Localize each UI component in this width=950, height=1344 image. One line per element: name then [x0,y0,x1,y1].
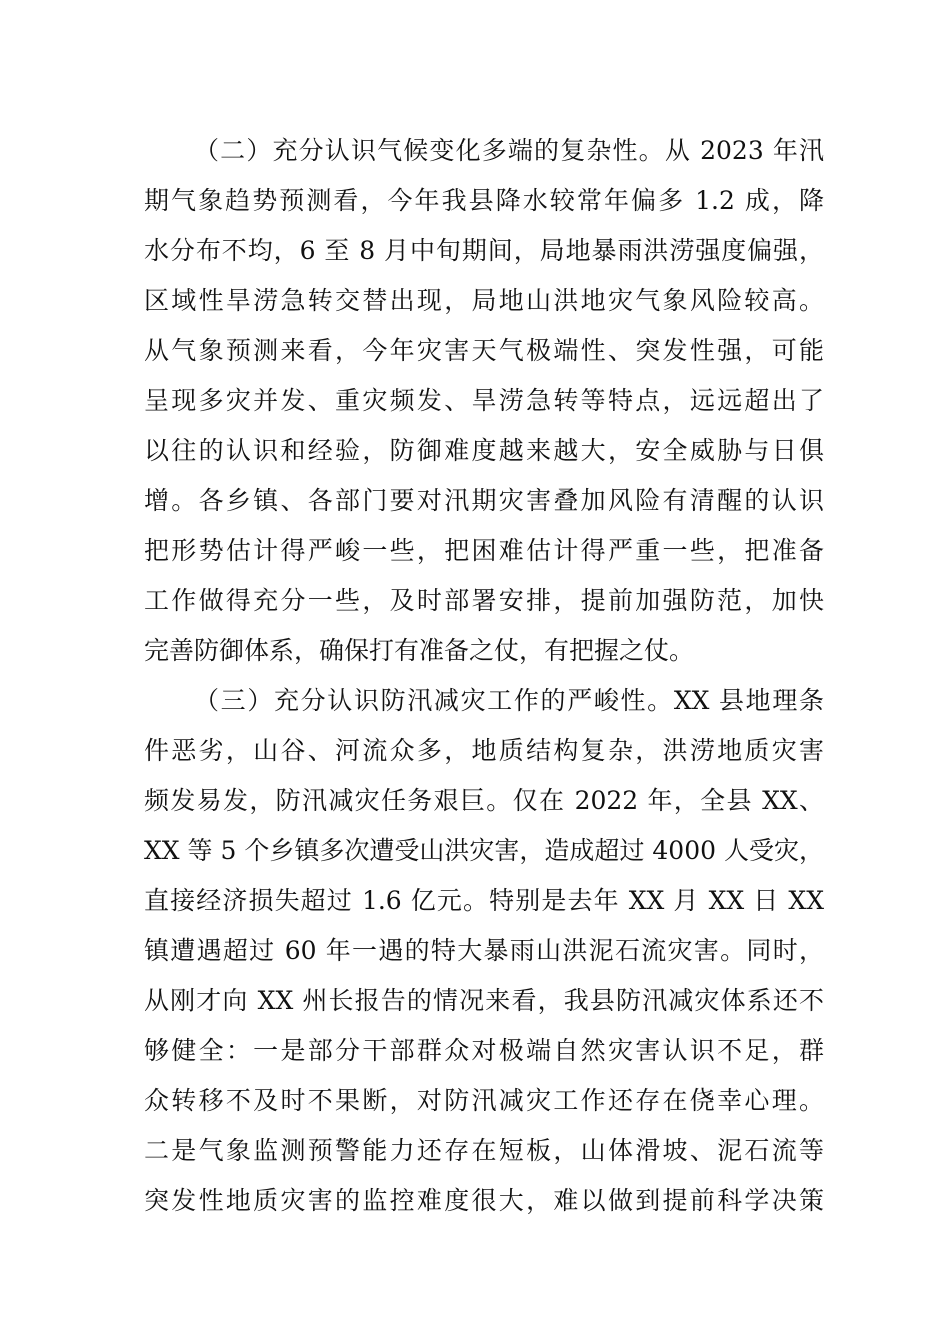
text-line: 件恶劣，山谷、河流众多，地质结构复杂，洪涝地质灾害 [144,736,824,765]
text-line: 呈现多灾并发、重灾频发、旱涝急转等特点，远远超出了 [144,386,824,415]
text-line: 工作做得充分一些，及时部署安排，提前加强防范，加快 [144,586,824,615]
text-line: 二是气象监测预警能力还存在短板，山体滑坡、泥石流等 [144,1136,824,1165]
paragraph-3 [144,676,824,1226]
text-line: 把形势估计得严峻一些，把困难估计得严重一些，把准备 [144,536,824,565]
text-line: （三）充分认识防汛减灾工作的严峻性。XX 县地理条 [194,686,824,715]
text-line: 从刚才向 XX 州长报告的情况来看，我县防汛减灾体系还不 [144,986,824,1015]
document-body [144,126,824,1226]
text-line: 从气象预测来看，今年灾害天气极端性、突发性强，可能 [144,336,824,365]
text-line: 水分布不均，6 至 8 月中旬期间，局地暴雨洪涝强度偏强， [144,236,824,265]
text-line: 突发性地质灾害的监控难度很大，难以做到提前科学决策 [144,1186,824,1215]
text-line: 期气象趋势预测看，今年我县降水较常年偏多 1.2 成，降 [144,186,824,215]
text-line: （二）充分认识气候变化多端的复杂性。从 2023 年汛 [194,136,824,165]
text-line: 区域性旱涝急转交替出现，局地山洪地灾气象风险较高。 [144,286,824,315]
text-line: 众转移不及时不果断，对防汛减灾工作还存在侥幸心理。 [144,1086,824,1115]
text-line: XX 等 5 个乡镇多次遭受山洪灾害，造成超过 4000 人受灾， [144,836,824,865]
text-line: 直接经济损失超过 1.6 亿元。特别是去年 XX 月 XX 日 XX [144,886,824,915]
text-line: 以往的认识和经验，防御难度越来越大，安全威胁与日俱 [144,436,824,465]
paragraph-2 [144,126,824,676]
text-line: 完善防御体系，确保打有准备之仗，有把握之仗。 [144,636,695,665]
text-line: 镇遭遇超过 60 年一遇的特大暴雨山洪泥石流灾害。同时， [144,936,824,965]
text-line: 够健全：一是部分干部群众对极端自然灾害认识不足，群 [144,1036,824,1065]
text-line: 频发易发，防汛减灾任务艰巨。仅在 2022 年，全县 XX、 [144,786,824,815]
text-line: 增。各乡镇、各部门要对汛期灾害叠加风险有清醒的认识 [144,486,824,515]
